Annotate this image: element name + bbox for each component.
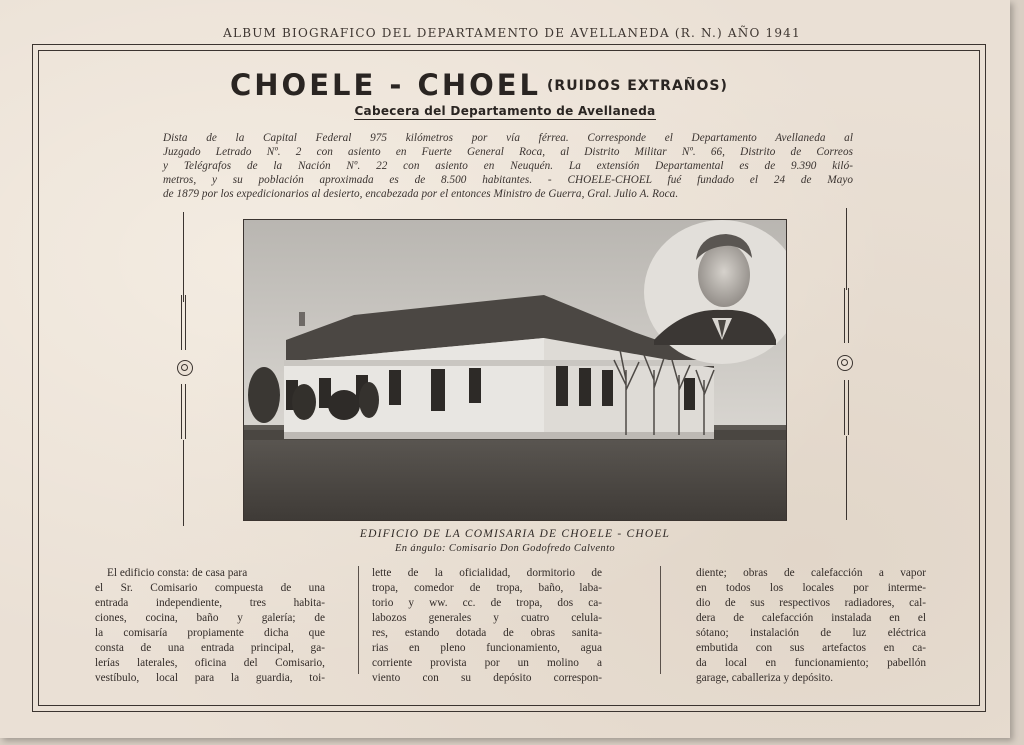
body-line: ciones, cocina, baño y galería; de — [95, 612, 325, 624]
running-head: ALBUM BIOGRAFICO DEL DEPARTAMENTO DE AVELLANEDA (R. N.) AÑO 1941 — [223, 26, 801, 40]
title-main: CHOELE - CHOEL — [230, 68, 542, 102]
subheading — [0, 104, 1010, 118]
left-ornament-icon — [177, 360, 193, 376]
body-line: tropa, comedor de tropa, baño, laba- — [372, 582, 602, 594]
subheading-text: Cabecera del Departamento de Avellaneda — [354, 104, 656, 118]
body-line: corriente provista por un molino a — [372, 657, 602, 669]
page-title — [230, 68, 728, 102]
body-line: da local en funcionamiento; pabellón — [696, 657, 926, 669]
right-rule-bottom — [846, 436, 847, 520]
photo-caption-sub: En ángulo: Comisario Don Godofredo Calvento — [394, 543, 616, 554]
left-rule-top — [183, 212, 184, 302]
intro-line: Dista de la Capital Federal 975 kilómetros por vía férrea. Corresponde el Departamento Avellaneda al — [163, 132, 853, 144]
intro-line: Juzgado Letrado Nº. 2 con asiento en Fuerte General Roca, al Distrito Militar Nº. 66, Distrito de Correos — [163, 146, 853, 158]
right-rule-top — [846, 208, 847, 290]
body-line: labozos generales y cuatro celula- — [372, 612, 602, 624]
body-column-1 — [95, 566, 325, 686]
left-rule-double-bottom — [181, 384, 182, 439]
intro-paragraph — [163, 131, 853, 201]
body-line: la comisaría propiamente dicha que — [95, 627, 325, 639]
photo-caption: EDIFICIO DE LA COMISARIA DE CHOELE - CHOEL — [359, 528, 671, 540]
right-rule-double-bottom — [844, 380, 845, 435]
body-line: dio de sus respectivos radiadores, cal- — [696, 597, 926, 609]
body-line: sótano; instalación de luz eléctrica — [696, 627, 926, 639]
body-line: entrada independiente, tres habita- — [95, 597, 325, 609]
intro-line: de 1879 por los expedicionarios al desierto, encabezada por el entonces Ministro de Guerra, Gral. Julio A. Roca. — [163, 188, 679, 200]
intro-line: metros, y su población aproximada es de 8.500 habitantes. - CHOELE-CHOEL fué fundado el 24 de Mayo — [163, 174, 853, 186]
body-line: el Sr. Comisario compuesta de una — [95, 582, 325, 594]
title-subtitle: (RUIDOS EXTRAÑOS) — [547, 78, 728, 94]
right-ornament-icon — [837, 355, 853, 371]
body-line: res, estando dotada de obras sanita- — [372, 627, 602, 639]
body-line: El edificio consta: de casa para — [107, 567, 248, 579]
right-rule-double-top — [844, 288, 845, 343]
body-line: garage, caballeriza y depósito. — [696, 672, 834, 684]
body-line: embutida con sus artefactos en ca- — [696, 642, 926, 654]
body-line: consta de una entrada principal, ga- — [95, 642, 325, 654]
body-line: lette de la oficialidad, dormitorio de — [372, 567, 602, 579]
building-photo-illustration — [244, 220, 786, 520]
body-line: viento con su depósito correspon- — [372, 672, 602, 684]
intro-line: y Telégrafos de la Nación Nº. 22 con asiento en Neuquén. La extensión Departamental es de 9.390 kiló- — [163, 160, 853, 172]
body-column-3 — [696, 566, 926, 686]
body-column-2 — [372, 566, 602, 686]
column-divider — [358, 566, 359, 674]
column-divider — [660, 566, 661, 674]
building-photo — [243, 219, 787, 521]
body-line: torio y ww. cc. de tropa, dos ca- — [372, 597, 602, 609]
left-rule-bottom — [183, 440, 184, 526]
body-line: en todos los locales por interme- — [696, 582, 926, 594]
body-line: dera de calefacción instalada en el — [696, 612, 926, 624]
body-line: lerías laterales, oficina del Comisario, — [95, 657, 325, 669]
body-line: diente; obras de calefacción a vapor — [696, 567, 926, 579]
body-line: rias en pleno funcionamiento, agua — [372, 642, 602, 654]
left-rule-double-top — [181, 295, 182, 350]
body-line: vestíbulo, local para la guardia, toi- — [95, 672, 325, 684]
